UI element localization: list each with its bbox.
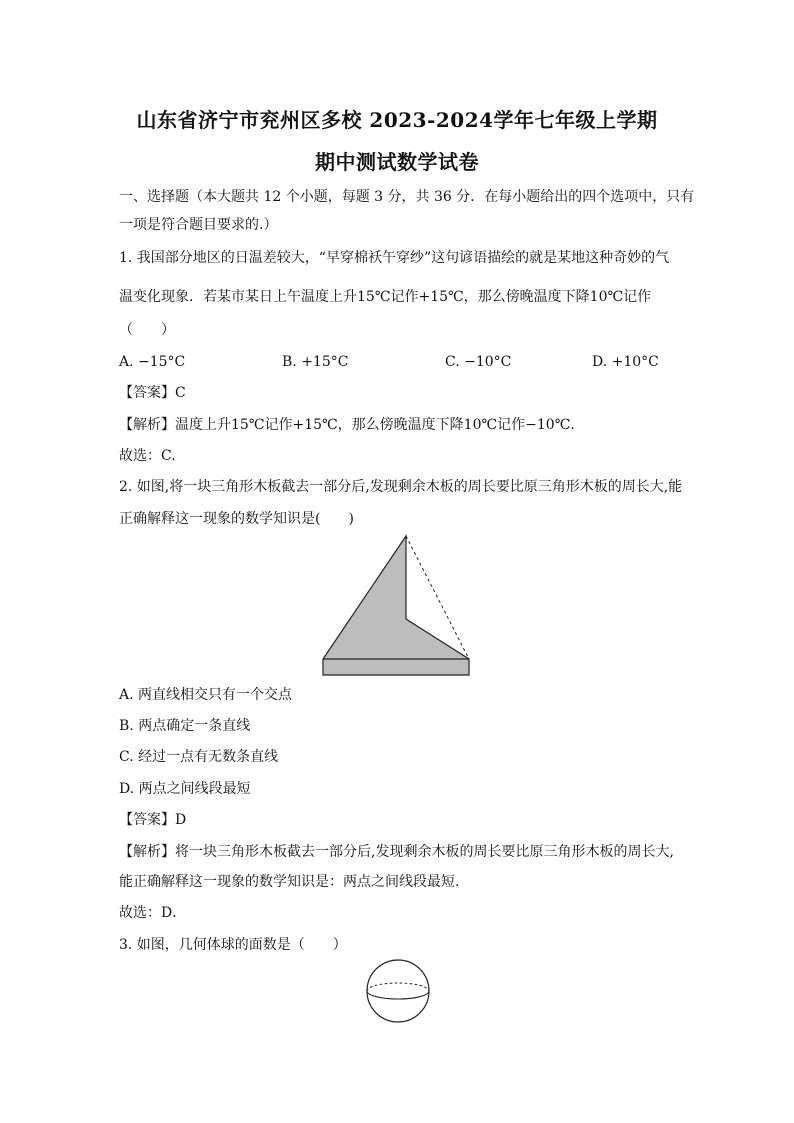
q2-choice: 故选：D． — [119, 905, 187, 921]
q2-option-d: D. 两点之间线段最短 — [119, 781, 251, 797]
q1-choice: 故选：C. — [119, 448, 176, 464]
q2-analysis-line2: 能正确解释这一现象的数学知识是：两点之间线段最短. — [119, 874, 460, 890]
q1-analysis: 【解析】温度上升15℃记作+15℃，那么傍晚温度下降10℃记作−10℃． — [119, 417, 585, 433]
q2-option-c: C. 经过一点有无数条直线 — [119, 749, 279, 765]
q1-option-a: A. −15°C — [119, 354, 186, 370]
q2-analysis-line1: 【解析】将一块三角形木板截去一部分后,发现剩余木板的周长要比原三角形木板的周长大, — [119, 844, 674, 860]
triangle-board-figure — [318, 532, 476, 678]
remaining-board-shape — [323, 536, 469, 675]
q1-option-b: B. +15°C — [282, 354, 349, 370]
q2-option-b: B. 两点确定一条直线 — [119, 718, 251, 734]
exam-title-line1: 山东省济宁市兖州区多校 2023-2024学年七年级上学期 — [136, 108, 658, 132]
q2-answer: 【答案】D — [119, 812, 187, 828]
q1-stem-line1: 1. 我国部分地区的日温差较大，“早穿棉袄午穿纱”这句谚语描绘的就是某地这种奇妙的气 — [119, 250, 670, 266]
q1-stem-line2: 温变化现象．若某市某日上午温度上升15℃记作+15℃，那么傍晚温度下降10℃记作 — [119, 289, 652, 305]
q1-answer: 【答案】C — [119, 385, 186, 401]
section-header-line1: 一、选择题（本大题共 12 个小题，每题 3 分，共 36 分．在每小题给出的四个选项中，只有 — [119, 189, 695, 205]
exam-title-line2: 期中测试数学试卷 — [315, 150, 479, 174]
q2-option-a: A. 两直线相交只有一个交点 — [119, 687, 293, 703]
q1-option-d: D. +10°C — [592, 354, 659, 370]
q1-bracket: （ ） — [119, 322, 175, 338]
section-header-line2: 一项是符合题目要求的.） — [119, 217, 278, 233]
q2-stem-line2: 正确解释这一现象的数学知识是( ) — [119, 511, 354, 527]
q1-option-c: C. −10°C — [445, 354, 512, 370]
q2-stem-line1: 2. 如图,将一块三角形木板截去一部分后,发现剩余木板的周长要比原三角形木板的周长大,能 — [119, 479, 683, 495]
sphere-outline — [367, 960, 429, 1022]
q3-stem-line1: 3. 如图，几何体球的面数是（ ） — [119, 937, 347, 953]
sphere-equator-front — [367, 991, 429, 999]
sphere-figure — [363, 957, 433, 1025]
sphere-equator-back — [367, 983, 429, 991]
